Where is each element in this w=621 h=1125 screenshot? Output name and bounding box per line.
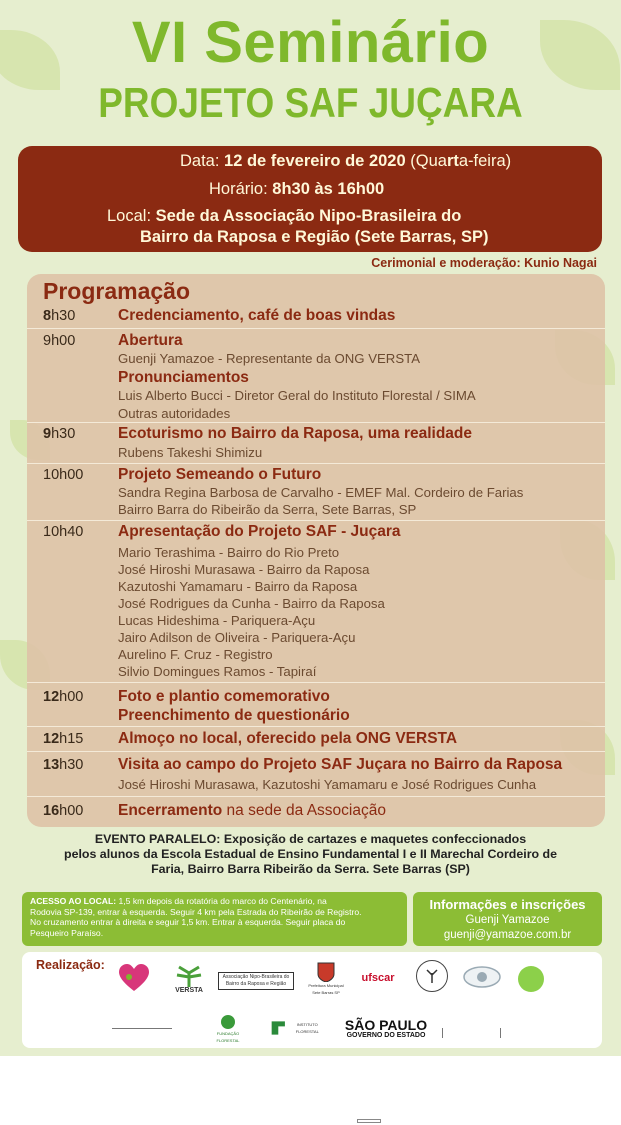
item-event-2: Preenchimento de questionário (118, 707, 350, 724)
secretaria-logo-1 (442, 1028, 490, 1038)
registration-title: Informações e inscrições (429, 897, 586, 912)
versta-logo-text: VERSTA (175, 986, 203, 994)
item-time: 13h30 (43, 757, 84, 773)
separator (27, 463, 605, 464)
sp-logo-line2: GOVERNO DO ESTADO (346, 1032, 426, 1039)
item-speaker: Luis Alberto Bucci - Diretor Geral do Instituto Florestal / SIMA (118, 388, 476, 403)
parallel-line1: EVENTO PARALELO: Exposição de cartazes e maquetes confeccionados (94, 832, 527, 846)
separator (27, 682, 605, 683)
associacao-logo: Associação Nipo-Brasileira do Bairro da Raposa e Região (218, 972, 294, 990)
prefeitura-logo (308, 962, 344, 996)
time-label: Horário: (209, 180, 268, 198)
title-line1: VI Seminário (131, 10, 490, 75)
green-circle-logo (518, 966, 544, 992)
place-line1 (107, 207, 461, 226)
heart-logo (118, 962, 150, 994)
realization-box (22, 952, 602, 1048)
item-speaker: Outras autoridades (118, 406, 231, 421)
fundacao-logo-text: FUNDAÇÃO FLORESTAL (216, 1031, 240, 1043)
item-event: Projeto Semeando o Futuro (118, 466, 322, 483)
item-speaker: Jairo Adilson de Oliveira - Pariquera-Açu (118, 630, 356, 645)
registration-box (413, 892, 602, 946)
registration-name: Guenji Yamazoe (465, 914, 550, 926)
item-time: 12h15 (43, 731, 84, 747)
fundacao-florestal-logo (208, 1014, 248, 1044)
place-line2 (140, 228, 488, 247)
item-speaker: Sandra Regina Barbosa de Carvalho - EMEF Mal. Cordeiro de Farias (118, 485, 524, 500)
place-value2: Bairro da Raposa e Região (Sete Barras, SP) (140, 228, 489, 246)
item-speaker: José Hiroshi Murasawa - Bairro da Raposa (118, 562, 370, 577)
versta-logo (170, 960, 208, 998)
title-line2: PROJETO SAF JUÇARA (98, 79, 523, 126)
access-line1: 1,5 km depois da rotatória do marco do Centenário, na (116, 896, 327, 906)
instituto-logo-text: INSTITUTO FLORESTAL (295, 1022, 319, 1034)
time-line (209, 180, 384, 199)
date-weekday-pre: (Qua (410, 152, 447, 170)
separator (27, 328, 605, 329)
secretaria-logo-2 (500, 1028, 550, 1038)
separator (27, 520, 605, 521)
time-value: 8h30 às 16h00 (272, 180, 385, 198)
item-event: Visita ao campo do Projeto SAF Juçara no Bairro da Raposa (118, 756, 563, 773)
access-line4: Pesqueiro Paraíso. (30, 927, 104, 938)
access-box (22, 892, 407, 946)
item-time: 16h00 (43, 803, 84, 819)
place-value1: Sede da Associação Nipo-Brasileira do (155, 207, 462, 225)
item-event: Foto e plantio comemorativo (118, 688, 330, 705)
access-line2: Rodovia SP-139, entrar à esquerda. Seguir 4 km pela Estrada do Ribeirão de Registro. (30, 906, 362, 917)
sao-paulo-logo (338, 1014, 434, 1044)
item-speaker: Kazutoshi Yamamaru - Bairro da Raposa (118, 579, 358, 594)
item-speaker: Bairro Barra do Ribeirão da Serra, Sete Barras, SP (118, 502, 417, 517)
item-speaker: Silvio Domingues Ramos - Tapiraí (118, 664, 317, 679)
footer-mark (357, 1119, 381, 1123)
prefeitura-logo-text: Prefeitura Municipal Sete Barras SP (308, 983, 344, 995)
info-box (18, 146, 602, 252)
item-event: Abertura (118, 332, 183, 349)
date-value: 12 de fevereiro de 2020 (224, 152, 406, 170)
access-line3: No cruzamento entrar à direita e seguir 1,5 km. Entrar à esquerda. Seguir placa do (30, 917, 346, 927)
ufscar-logo: ufscar (361, 971, 395, 984)
eye-logo (462, 964, 502, 990)
item-time: 9h00 (43, 333, 76, 349)
item-time: 8h30 (43, 308, 76, 324)
program-title: Programação (43, 278, 191, 304)
item-speaker: Aurelino F. Cruz - Registro (118, 647, 273, 662)
registration-email[interactable]: guenji@yamazoe.com.br (443, 929, 572, 941)
item-event-2: Pronunciamentos (118, 369, 249, 386)
item-time: 10h40 (43, 524, 84, 540)
item-time: 12h00 (43, 689, 84, 705)
item-time: 10h00 (43, 467, 84, 483)
cerimonial-text: Cerimonial e moderação: Kunio Nagai (371, 256, 597, 270)
date-label: Data: (180, 152, 220, 170)
item-speaker: Rubens Takeshi Shimizu (118, 445, 263, 460)
instituto-florestal-logo (270, 1016, 326, 1040)
item-speaker: José Hiroshi Murasawa, Kazutoshi Yamamaru e José Rodrigues Cunha (118, 777, 537, 792)
separator (27, 751, 605, 752)
sp-logo-line1: SÃO PAULO (344, 1017, 428, 1033)
access-label: ACESSO AO LOCAL: (30, 896, 117, 906)
program-box (27, 274, 605, 827)
item-speaker: José Rodrigues da Cunha - Bairro da Raposa (118, 596, 385, 611)
realization-label: Realização: (36, 958, 105, 972)
item-event: Apresentação do Projeto SAF - Juçara (118, 523, 401, 540)
item-event: Ecoturismo no Bairro da Raposa, uma realidade (118, 425, 473, 442)
place-label: Local: (107, 207, 152, 225)
item-speaker: Lucas Hideshima - Pariquera-Açu (118, 613, 316, 628)
date-line (180, 152, 511, 171)
date-weekday-bold: rt (446, 152, 459, 170)
separator (27, 422, 605, 423)
item-speaker: Mario Terashima - Bairro do Rio Preto (118, 545, 340, 560)
date-weekday-post: a-feira) (458, 152, 512, 170)
separator (27, 796, 605, 797)
item-time: 9h30 (43, 426, 76, 442)
parallel-line3: Faria, Bairro Barra Ribeirão da Serra. Sete Barras (SP) (151, 862, 470, 876)
item-event: Credenciamento, café de boas vindas (118, 307, 396, 324)
parallel-line2: pelos alunos da Escola Estadual de Ensino Fundamental I e II Marechal Cordeiro de (64, 847, 557, 861)
round-logo (416, 960, 448, 992)
item-event: Almoço no local, oferecido pela ONG VERSTA (118, 730, 458, 747)
condominio-logo (112, 1028, 172, 1038)
item-event: Encerramento na sede da Associação (118, 802, 386, 819)
separator (27, 726, 605, 727)
item-speaker: Guenji Yamazoe - Representante da ONG VERSTA (118, 351, 420, 366)
parallel-event (0, 832, 621, 877)
